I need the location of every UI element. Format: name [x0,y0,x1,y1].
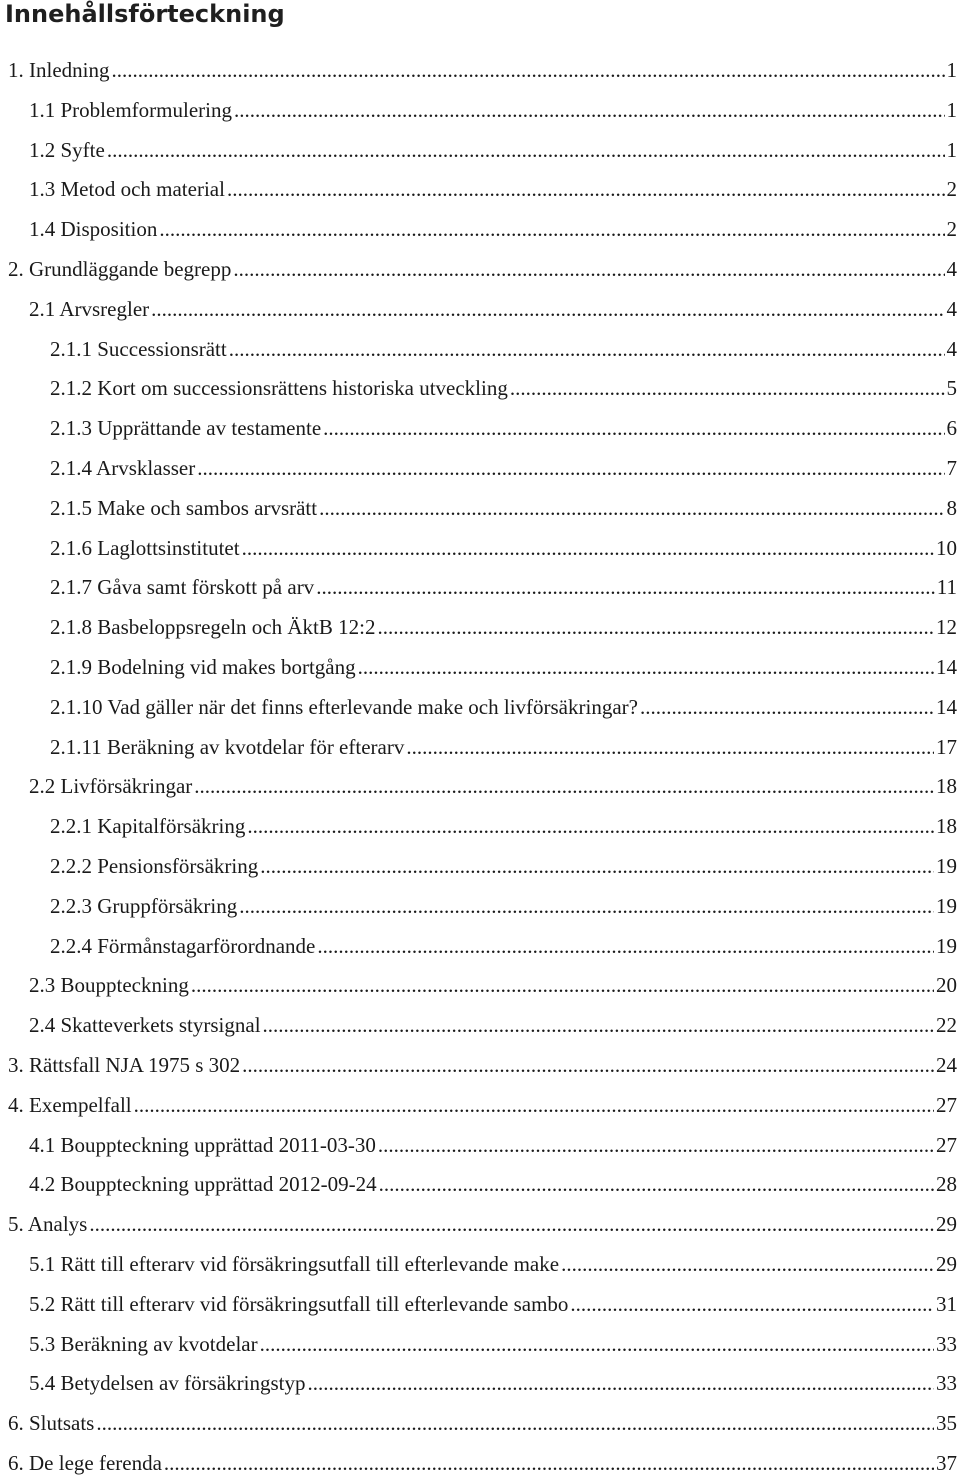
toc-dot-leader [260,847,934,887]
toc-entry[interactable] [0,369,960,409]
toc-entry[interactable] [0,927,960,967]
toc-entry-label: 6. De lege ferenda [8,1450,162,1475]
toc-entry[interactable] [0,1006,960,1046]
toc-entry-label: 2.2.1 Kapitalförsäkring [50,814,246,839]
toc-dot-leader [263,1006,934,1046]
toc-entry[interactable] [0,1205,960,1245]
toc-dot-leader [561,1245,934,1285]
toc-dot-leader [159,210,944,250]
toc-page-number: 19 [936,933,957,958]
toc-entry[interactable] [0,1165,960,1205]
page-title: Innehållsförteckning [5,0,285,28]
toc-entry-label: 2. Grundläggande begrepp [8,256,232,281]
toc-dot-leader [379,1165,934,1205]
toc-entry-label: 2.1.7 Gåva samt förskott på arv [50,575,315,600]
toc-page-number: 1 [946,97,957,122]
toc-entry-label: 1.3 Metod och material [29,177,225,202]
toc-entry[interactable] [0,170,960,210]
toc-entry-label: 2.2 Livförsäkringar [29,774,193,799]
toc-entry[interactable] [0,449,960,489]
toc-page-number: 14 [936,654,957,679]
toc-entry-label: 5. Analys [8,1212,88,1237]
toc-dot-leader [242,1046,934,1086]
toc-entry[interactable] [0,648,960,688]
toc-dot-leader [197,449,944,489]
toc-dot-leader [319,489,944,529]
toc-page-number: 31 [936,1291,957,1316]
toc-entry-label: 1.4 Disposition [29,217,158,242]
toc-dot-leader [96,1404,934,1444]
toc-entry[interactable] [0,330,960,370]
toc-dot-leader [227,170,945,210]
toc-entry[interactable] [0,1444,960,1484]
toc-page-number: 18 [936,774,957,799]
toc-entry[interactable] [0,966,960,1006]
toc-page-number: 5 [946,376,957,401]
toc-page-number: 10 [936,535,957,560]
toc-entry-label: 6. Slutsats [8,1411,95,1436]
toc-entry[interactable] [0,290,960,330]
toc-dot-leader [377,608,934,648]
toc-page-number: 11 [936,575,957,600]
toc-entry[interactable] [0,887,960,927]
toc-entry-label: 2.2.3 Gruppförsäkring [50,893,238,918]
toc-dot-leader [378,1126,934,1166]
toc-entry[interactable] [0,51,960,91]
toc-dot-leader [242,529,934,569]
toc-dot-leader [510,369,945,409]
toc-page-number: 29 [936,1251,957,1276]
toc-page-number: 27 [936,1132,957,1157]
toc-entry-label: 5.3 Beräkning av kvotdelar [29,1331,258,1356]
toc-entry-label: 3. Rättsfall NJA 1975 s 302 [8,1052,241,1077]
toc-dot-leader [307,1364,934,1404]
toc-page-number: 6 [946,416,957,441]
toc-entry[interactable] [0,1086,960,1126]
toc-page-number: 7 [946,455,957,480]
toc-dot-leader [233,250,944,290]
toc-page-number: 2 [946,177,957,202]
toc-entry-label: 2.1.6 Laglottsinstitutet [50,535,240,560]
toc-page-number: 28 [936,1172,957,1197]
toc-page-number: 4 [946,256,957,281]
toc-page-number: 18 [936,814,957,839]
toc-entry[interactable] [0,728,960,768]
toc-entry[interactable] [0,1245,960,1285]
toc-entry-label: 2.1.8 Basbeloppsregeln och ÄktB 12:2 [50,615,376,640]
toc-entry[interactable] [0,529,960,569]
toc-entry-label: 2.2.4 Förmånstagarförordnande [50,933,316,958]
toc-page-number: 4 [946,336,957,361]
toc-dot-leader [239,887,934,927]
toc-entry[interactable] [0,1046,960,1086]
toc-dot-leader [111,51,944,91]
toc-entry-label: 5.1 Rätt till efterarv vid försäkringsutfall till efterlevande make [29,1251,560,1276]
toc-entry-label: 2.1.2 Kort om successionsrättens historiska utveckling [50,376,508,401]
toc-entry[interactable] [0,568,960,608]
toc-dot-leader [164,1444,934,1484]
toc-dot-leader [191,966,934,1006]
toc-dot-leader [89,1205,934,1245]
toc-page-number: 33 [936,1331,957,1356]
toc-entry-label: 4.1 Bouppteckning upprättad 2011-03-30 [29,1132,376,1157]
toc-entry-label: 2.1.3 Upprättande av testamente [50,416,322,441]
toc-entry[interactable] [0,688,960,728]
toc-entry-label: 4.2 Bouppteckning upprättad 2012-09-24 [29,1172,377,1197]
toc-page-number: 22 [936,1013,957,1038]
toc-dot-leader [260,1325,934,1365]
toc-page-number: 14 [936,694,957,719]
toc-page-number: 4 [946,296,957,321]
toc-dot-leader [358,648,934,688]
toc-entry[interactable] [0,91,960,131]
toc-page-number: 17 [936,734,957,759]
toc-dot-leader [151,290,944,330]
toc-entry-label: 2.1.4 Arvsklasser [50,455,196,480]
toc-dot-leader [640,688,934,728]
toc-dot-leader [316,568,935,608]
toc-page-number: 37 [936,1450,957,1475]
toc-dot-leader [317,927,934,967]
toc-entry[interactable] [0,608,960,648]
toc-entry-label: 2.1.5 Make och sambos arvsrätt [50,495,318,520]
toc-entry-label: 2.1.9 Bodelning vid makes bortgång [50,654,356,679]
toc-dot-leader [323,409,944,449]
toc-entry-label: 5.2 Rätt till efterarv vid försäkringsutfall till efterlevande sambo [29,1291,569,1316]
table-of-contents [0,51,960,1484]
toc-page-number: 27 [936,1092,957,1117]
toc-entry[interactable] [0,1126,960,1166]
toc-page-number: 35 [936,1411,957,1436]
toc-page-number: 1 [946,58,957,82]
toc-entry-label: 2.1.1 Successionsrätt [50,336,227,361]
toc-entry-label: 2.1.11 Beräkning av kvotdelar för efterarv [50,734,405,759]
toc-entry[interactable] [0,767,960,807]
toc-entry[interactable] [0,489,960,529]
toc-dot-leader [107,131,945,171]
toc-entry-label: 2.1.10 Vad gäller när det finns efterlevande make och livförsäkringar? [50,694,638,719]
toc-entry[interactable] [0,250,960,290]
toc-entry-label: 1. Inledning [8,58,110,82]
toc-page-number: 19 [936,893,957,918]
toc-entry-label: 2.4 Skatteverkets styrsignal [29,1013,261,1038]
toc-page-number: 2 [946,217,957,242]
toc-dot-leader [134,1086,934,1126]
toc-entry[interactable] [0,131,960,171]
toc-page-number: 1 [946,137,957,162]
toc-page-number: 24 [936,1052,957,1077]
toc-entry-label: 1.2 Syfte [29,137,105,162]
toc-entry[interactable] [0,847,960,887]
toc-entry-label: 1.1 Problemformulering [29,97,232,122]
toc-dot-leader [194,767,934,807]
toc-entry-label: 4. Exempelfall [8,1092,132,1117]
toc-entry[interactable] [0,210,960,250]
toc-dot-leader [406,728,934,768]
toc-entry[interactable] [0,1285,960,1325]
toc-entry[interactable] [0,409,960,449]
toc-page-number: 12 [936,615,957,640]
toc-entry[interactable] [0,1325,960,1365]
toc-entry-label: 2.1 Arvsregler [29,296,150,321]
toc-entry-label: 2.3 Bouppteckning [29,973,189,998]
toc-entry[interactable] [0,1404,960,1444]
toc-entry-label: 2.2.2 Pensionsförsäkring [50,853,259,878]
toc-dot-leader [247,807,934,847]
toc-dot-leader [229,330,945,370]
toc-dot-leader [570,1285,934,1325]
toc-page-number: 33 [936,1371,957,1396]
toc-page-number: 19 [936,853,957,878]
toc-entry[interactable] [0,807,960,847]
toc-page-number: 8 [946,495,957,520]
toc-page-number: 20 [936,973,957,998]
toc-entry-label: 5.4 Betydelsen av försäkringstyp [29,1371,306,1396]
toc-dot-leader [234,91,945,131]
toc-page-number: 29 [936,1212,957,1237]
toc-entry[interactable] [0,1364,960,1404]
